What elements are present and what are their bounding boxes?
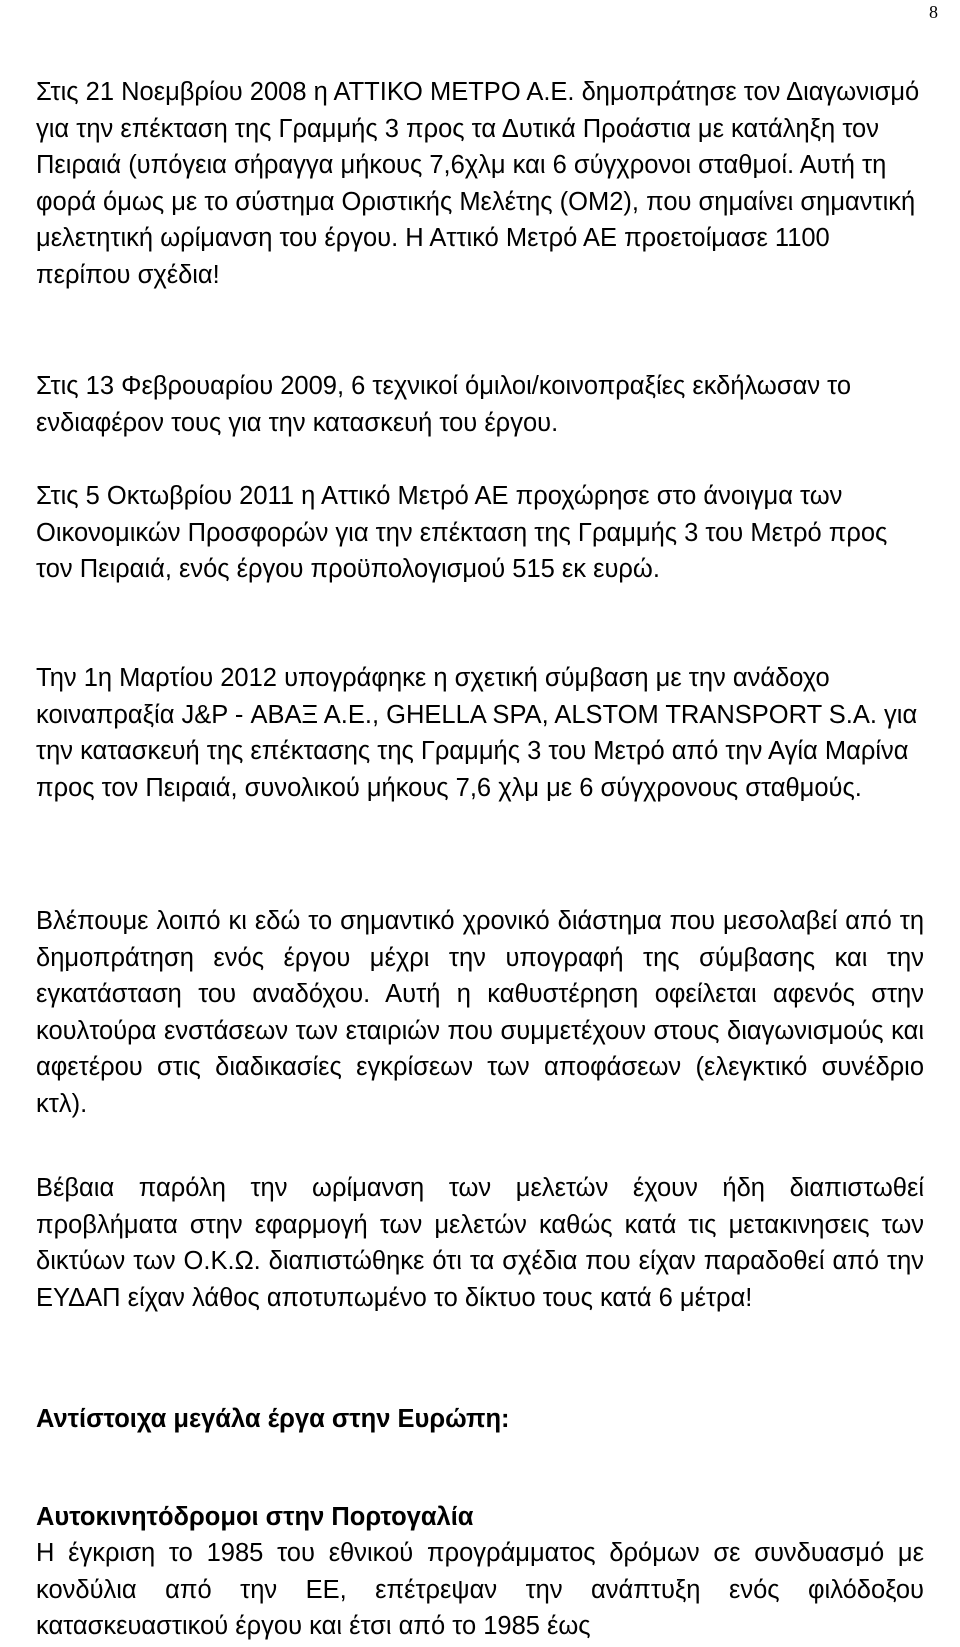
subsection-heading-portugal: Αυτοκινητόδρομοι στην Πορτογαλία [36,1503,474,1531]
paragraph-delay-analysis: Βλέπουμε λοιπό κι εδώ το σημαντικό χρονικό διάστημα που μεσολαβεί από τη δημοπράτηση ενός έργου μέχρι την υπογραφή της σύμβασης και την εγκατάσταση του αναδόχου. Αυτή η καθυστέρηση οφείλεται αφενός στην κουλτούρα ενστάσεων των εταιριών που συμμετέχουν στους διαγωνισμούς και αφετέρου στις διαδικασίες εγκρίσεων των αποφάσεων (ελεγκτικό συνέδριο κτλ). [36,907,924,1118]
paragraph-contract-2012: Την 1η Μαρτίου 2012 υπογράφηκε η σχετική σύμβαση με την ανάδοχο κοιναπραξία J&P - ΑΒΑΞ Α.Ε., GHELLA SPA, ALSTOM TRANSPORT S.A. για την κατασκευή της επέκτασης της Γραμμής 3 του Μετρό από την Αγία Μαρίνα προς τον Πειραιά, συνολικού μήκους 7,6 χλμ με 6 σύγχρονους σταθμούς. [36,664,918,802]
paragraph-tender-2008: Στις 21 Νοεμβρίου 2008 η ΑΤΤΙΚΟ ΜΕΤΡΟ Α.Ε. δημοπράτησε τον Διαγωνισμό για την επέκταση της Γραμμής 3 προς τα Δυτικά Προάστια με κατάληξη τον Πειραιά (υπόγεια σήραγγα μήκους 7,6χλμ και 6 σύγχρονοι σταθμοί. Αυτή τη φορά όμως με το σύστημα Οριστικής Μελέτης (ΟΜ2), που σημαίνει σημαντική μελετητική ωρίμανση του έργου. Η Αττικό Μετρό ΑΕ προετοίμασε 1100 περίπου σχέδια! [36,78,920,289]
paragraph-portugal-motorways: Η έγκριση το 1985 του εθνικού προγράμματος δρόμων σε συνδυασμό με κονδύλια από την ΕΕ, επέτρεψαν την ανάπτυξη ενός φιλόδοξου κατασκευαστικού έργου και έτσι από το 1985 έως [36,1539,924,1640]
page-number: 8 [929,2,938,22]
paragraph-design-problems: Βέβαια παρόλη την ωρίμανση των μελετών έχουν ήδη διαπιστωθεί προβλήματα στην εφαρμογή των μελετών καθώς κατά τις μετακινησεις των δικτύων των Ο.Κ.Ω. διαπιστώθηκε ότι τα σχέδια που είχαν παραδοθεί από την ΕΥΔΑΠ είχαν λάθος αποτυπωμένο το δίκτυο τους κατά 6 μέτρα! [36,1174,924,1312]
paragraph-offers-2011: Στις 5 Οκτωβρίου 2011 η Αττικό Μετρό ΑΕ προχώρησε στο άνοιγμα των Οικονομικών Προσφορών για την επέκταση της Γραμμής 3 του Μετρό προς τον Πειραιά, ενός έργου προϋπολογισμού 515 εκ ευρώ. [36,482,888,583]
paragraph-interest-2009: Στις 13 Φεβρουαρίου 2009, 6 τεχνικοί όμιλοι/κοινοπραξίες εκδήλωσαν το ενδιαφέρον τους για την κατασκευή του έργου. [36,372,852,437]
section-heading-europe: Αντίστοιχα μεγάλα έργα στην Ευρώπη: [36,1405,510,1433]
